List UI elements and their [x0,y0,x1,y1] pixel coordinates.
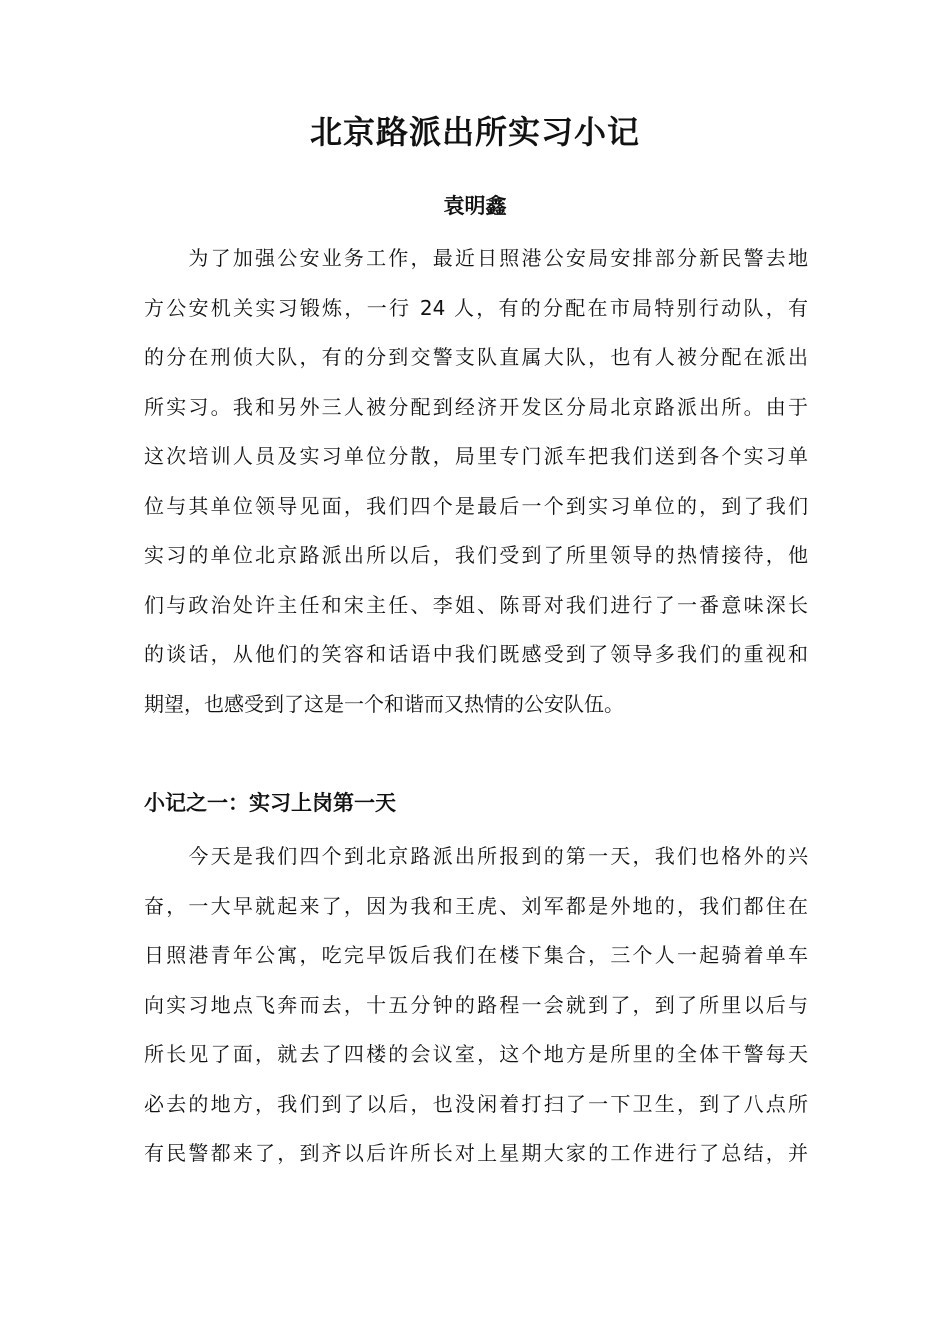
intro-paragraph [144,234,808,729]
paragraph-line: 有民警都来了，到齐以后许所长对上星期大家的工作进行了总结，并 [144,1141,808,1165]
author-name: 袁明鑫 [443,194,507,218]
paragraph-line: 所实习。我和另外三人被分配到经济开发区分局北京路派出所。由于 [144,394,808,419]
paragraph-line: 这次培训人员及实习单位分散，局里专门派车把我们送到各个实习单 [144,444,808,468]
paragraph-line: 奋，一大早就起来了，因为我和王虎、刘军都是外地的，我们都住在 [144,893,808,918]
paragraph-line: 所长见了面，就去了四楼的会议室，这个地方是所里的全体干警每天 [144,1042,808,1066]
paragraph-line: 实习的单位北京路派出所以后，我们受到了所里领导的热情接待，他 [144,543,808,567]
paragraph-line: 的谈话，从他们的笑容和话语中我们既感受到了领导多我们的重视和 [144,642,808,666]
paragraph-line: 为了加强公安业务工作，最近日照港公安局安排部分新民警去地 [144,246,808,270]
paragraph-line: 们与政治处许主任和宋主任、李姐、陈哥对我们进行了一番意味深长 [144,592,808,617]
paragraph-line: 方公安机关实习锻炼，一行 24 人，有的分配在市局特别行动队，有 [144,295,808,320]
section-heading: 小记之一：实习上岗第一天 [144,791,396,815]
document-title: 北京路派出所实习小记 [309,113,640,151]
paragraph-line: 期望，也感受到了这是一个和谐而又热情的公安队伍。 [144,691,624,716]
paragraph-line: 今天是我们四个到北京路派出所报到的第一天，我们也格外的兴 [144,844,808,868]
paragraph-line: 的分在刑侦大队，有的分到交警支队直属大队，也有人被分配在派出 [144,345,808,369]
paragraph-line: 必去的地方，我们到了以后，也没闲着打扫了一下卫生，到了八点所 [144,1091,808,1116]
section-paragraph [144,832,808,1179]
paragraph-line: 位与其单位领导见面，我们四个是最后一个到实习单位的，到了我们 [144,493,808,518]
paragraph-line: 日照港青年公寓，吃完早饭后我们在楼下集合，三个人一起骑着单车 [144,943,808,967]
paragraph-line: 向实习地点飞奔而去，十五分钟的路程一会就到了，到了所里以后与 [144,992,808,1017]
